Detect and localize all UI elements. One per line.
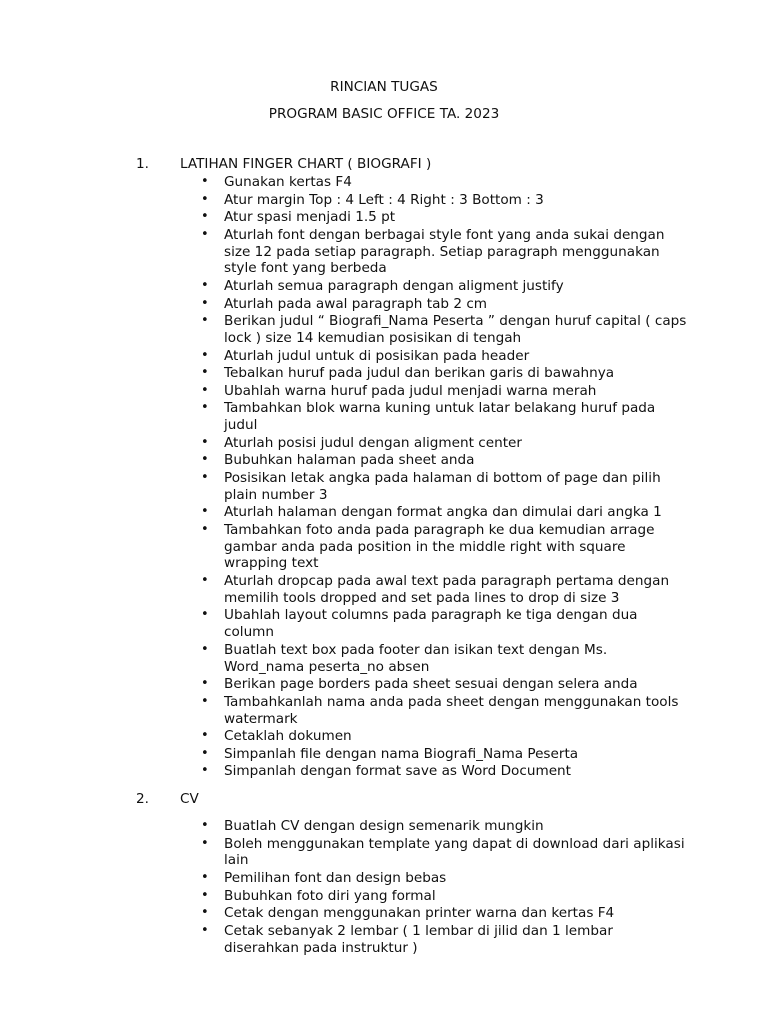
bullet-icon: • <box>201 887 209 903</box>
bullet-icon: • <box>201 209 209 225</box>
list-item-text: Tebalkan huruf pada judul dan berikan garis di bawahnya <box>224 365 615 382</box>
list-item-text: Berikan page borders pada sheet sesuai dengan selera anda <box>224 676 638 693</box>
bullet-icon: • <box>201 869 209 885</box>
bullet-icon: • <box>201 313 209 329</box>
list-item-text: Ubahlah warna huruf pada judul menjadi warna merah <box>224 382 597 399</box>
bullet-icon: • <box>201 641 209 657</box>
list-item-text: Bubuhkan halaman pada sheet anda <box>224 452 475 469</box>
bullet-icon: • <box>201 835 209 851</box>
list-item <box>0 818 768 835</box>
list-item <box>0 607 768 641</box>
list-item-text: Tambahkanlah nama anda pada sheet dengan menggunakan tools watermark <box>224 693 679 727</box>
bullet-icon: • <box>201 295 209 311</box>
bullet-icon: • <box>201 905 209 921</box>
list-item-text: Aturlah posisi judul dengan aligment center <box>224 434 522 451</box>
list-item <box>0 470 768 504</box>
bullet-icon: • <box>201 763 209 779</box>
list-item <box>0 763 768 780</box>
section-heading <box>0 155 768 173</box>
list-item-text: Aturlah pada awal paragraph tab 2 cm <box>224 295 488 312</box>
bullet-icon: • <box>201 504 209 520</box>
list-item <box>0 209 768 226</box>
list-item <box>0 435 768 452</box>
list-item <box>0 746 768 763</box>
list-item-text: Aturlah halaman dengan format angka dan dimulai dari angka 1 <box>224 504 662 521</box>
list-item <box>0 400 768 434</box>
list-item-text: Buatlah text box pada footer dan isikan text dengan Ms. Word_nama peserta_no absen <box>224 641 608 675</box>
list-item <box>0 888 768 905</box>
list-item-text: Berikan judul “ Biografi_Nama Peserta ” dengan huruf capital ( caps lock ) size 14 kemudian posisikan di tengah <box>224 313 687 346</box>
list-item-text: Atur margin Top : 4 Left : 4 Right : 3 Bottom : 3 <box>224 191 544 208</box>
list-item-text: Cetaklah dokumen <box>224 728 352 745</box>
bullet-icon: • <box>201 676 209 692</box>
list-item-text: Tambahkan foto anda pada paragraph ke dua kemudian arrage gambar anda pada position in the middle right with square wrapping text <box>224 521 655 572</box>
list-item-text: Posisikan letak angka pada halaman di bottom of page dan pilih plain number 3 <box>224 469 661 503</box>
bullet-icon: • <box>201 434 209 450</box>
section-title: LATIHAN FINGER CHART ( BIOGRAFI ) <box>180 156 432 172</box>
bullet-icon: • <box>201 174 209 189</box>
list-item <box>0 348 768 365</box>
list-item <box>0 676 768 693</box>
section-title: CV <box>180 791 199 807</box>
list-item <box>0 522 768 572</box>
list-item <box>0 905 768 922</box>
bullet-icon: • <box>201 277 209 293</box>
list-item <box>0 694 768 728</box>
list-item <box>0 573 768 607</box>
bullet-icon: • <box>201 226 209 242</box>
list-item <box>0 383 768 400</box>
section-number: 2. <box>136 791 149 807</box>
task-list <box>0 174 768 780</box>
bullet-icon: • <box>201 693 209 709</box>
list-item-text: Bubuhkan foto diri yang formal <box>224 887 436 904</box>
list-item-text: Aturlah dropcap pada awal text pada paragraph pertama dengan memilih tools dropped and set pada lines to drop di size 3 <box>224 573 670 606</box>
list-item <box>0 836 768 870</box>
list-item-text: Tambahkan blok warna kuning untuk latar belakang huruf pada judul <box>224 400 656 434</box>
list-item-text: Simpanlah dengan format save as Word Document <box>224 763 572 780</box>
list-item <box>0 296 768 313</box>
section-heading <box>0 790 768 808</box>
bullet-icon: • <box>201 728 209 744</box>
bullet-icon: • <box>201 382 209 398</box>
bullet-icon: • <box>201 922 209 938</box>
section-number: 1. <box>136 156 149 172</box>
bullet-icon: • <box>201 347 209 363</box>
list-item-text: Ubahlah layout columns pada paragraph ke tiga dengan dua column <box>224 607 638 641</box>
list-item-text: Buatlah CV dengan design semenarik mungkin <box>224 818 544 834</box>
bullet-icon: • <box>201 469 209 485</box>
list-item <box>0 365 768 382</box>
list-item-text: Aturlah judul untuk di posisikan pada header <box>224 347 530 364</box>
list-item-text: Boleh menggunakan template yang dapat di download dari aplikasi lain <box>224 835 685 869</box>
list-item-text: Cetak sebanyak 2 lembar ( 1 lembar di jilid dan 1 lembar diserahkan pada instruktur ) <box>224 922 613 956</box>
section-latihan-finger-chart <box>0 155 768 781</box>
list-item-text: Pemilihan font dan design bebas <box>224 869 447 886</box>
bullet-icon: • <box>201 400 209 416</box>
document-title: RINCIAN TUGAS <box>330 79 438 95</box>
bullet-icon: • <box>201 191 209 207</box>
list-item <box>0 923 768 957</box>
bullet-icon: • <box>201 607 209 623</box>
bullet-icon: • <box>201 818 209 833</box>
section-cv <box>0 790 768 957</box>
list-item-text: Aturlah font dengan berbagai style font yang anda sukai dengan size 12 pada setiap paragraph. Setiap paragraph menggunakan style font yang berbeda <box>224 226 665 277</box>
list-item <box>0 192 768 209</box>
list-item <box>0 227 768 277</box>
bullet-icon: • <box>201 745 209 761</box>
bullet-icon: • <box>201 365 209 381</box>
list-item-text: Gunakan kertas F4 <box>224 174 352 190</box>
list-item <box>0 728 768 745</box>
list-item <box>0 278 768 295</box>
list-item <box>0 174 768 191</box>
list-item-text: Simpanlah file dengan nama Biografi_Nama Peserta <box>224 745 579 762</box>
list-item <box>0 642 768 676</box>
list-item-text: Atur spasi menjadi 1.5 pt <box>224 209 396 226</box>
list-item-text: Aturlah semua paragraph dengan aligment justify <box>224 277 564 294</box>
bullet-icon: • <box>201 573 209 589</box>
list-item-text: Cetak dengan menggunakan printer warna dan kertas F4 <box>224 905 615 922</box>
task-list <box>0 818 768 956</box>
bullet-icon: • <box>201 452 209 468</box>
list-item <box>0 452 768 469</box>
document-subtitle: PROGRAM BASIC OFFICE TA. 2023 <box>268 106 500 122</box>
list-item <box>0 504 768 521</box>
list-item <box>0 870 768 887</box>
bullet-icon: • <box>201 521 209 537</box>
list-item <box>0 313 768 347</box>
